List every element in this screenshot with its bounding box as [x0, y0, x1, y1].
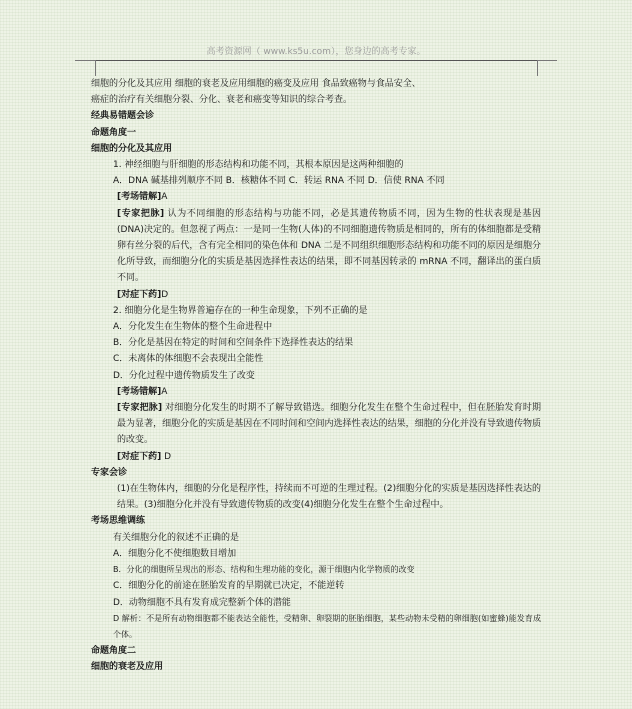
q2-error-label: [考场错解] [117, 386, 162, 397]
q2-option-a: A．分化发生在生物体的整个生命进程中 [113, 322, 273, 333]
angle-2-title: 命题角度二 [91, 646, 137, 657]
q1-remedy-answer: D [161, 289, 169, 300]
q1-error-label: [考场错解] [117, 192, 162, 203]
q1-remedy [91, 287, 541, 303]
exam-training-option-c: C．细胞分化的前途在胚胎发育的早期就已决定，不能逆转 [113, 581, 345, 592]
angle-1-title: 命题角度一 [91, 127, 137, 138]
q2-option-d: D．分化过程中遗传物质发生了改变 [113, 370, 255, 381]
document-body [91, 76, 541, 676]
q2-remedy-answer: D [164, 451, 172, 462]
q1-expert-label: [专家把脉] [117, 208, 165, 219]
q2-expert-text: 对细胞分化发生的时期不了解导致错选。细胞分化发生在整个生命过程中，但在胚胎发育时期最为显著，细胞分化的实质是基因在不同时间和空间内选择性表达的结果，细胞的分化并没有导致遗传物质的改变。 [117, 403, 541, 446]
crop-mark-right-vertical [537, 60, 538, 76]
crop-mark-left [75, 60, 95, 61]
page-header: 高考资源网（ www.ks5u.com），您身边的高考专家。 [206, 47, 426, 57]
q1-error-answer: A [161, 192, 168, 203]
exam-training-option-b: B．分化的细胞所呈现出的形态、结构和生理功能的变化，源于细胞内化学物质的改变 [113, 565, 415, 575]
exam-training-option-a: A．细胞分化不使细胞数目增加 [113, 548, 237, 559]
q2-expert-label: [专家把脉] [117, 403, 163, 414]
q1-expert-analysis [91, 206, 541, 287]
q1-options: A．DNA 碱基排列顺序不同 B．核糖体不同 C．转运 RNA 不同 D．信使 RNA 不同 [113, 176, 445, 187]
exam-training-stem: 有关细胞分化的叙述不正确的是 [113, 532, 240, 543]
crop-mark-right [537, 60, 557, 61]
intro-line-1: 细胞的分化及其应用 细胞的衰老及应用细胞的癌变及应用 食品致癌物与食品安全、 [91, 79, 421, 89]
expert-meeting-text: (1)在生物体内，细胞的分化是程序性，持续而不可逆的生理过程。(2)细胞分化的实质是基因选择性表达的结果。(3)细胞分化并没有导致遗传物质的改变(4)细胞分化发生在整个生命过程中。 [117, 484, 541, 511]
q2-remedy [91, 449, 541, 465]
q2-error-answer: A [161, 386, 168, 397]
q1-stem: 1. 神经细胞与肝细胞的形态结构和功能不同，其根本原因是这两种细胞的 [113, 160, 404, 171]
q2-remedy-label: [对症下药] [117, 451, 162, 462]
exam-training-title: 考场思维调练 [91, 516, 146, 527]
crop-mark-left-vertical [95, 60, 96, 76]
angle-1-topic: 细胞的分化及其应用 [91, 143, 173, 154]
q2-expert-analysis [91, 400, 541, 449]
angle-2-topic: 细胞的衰老及应用 [91, 662, 164, 673]
exam-training-analysis: D 解析：不是所有动物细胞都不能表达全能性，受精卵、卵裂期的胚胎细胞，某些动物未受精的卵细胞(如蜜蜂)能发育成个体。 [113, 613, 541, 639]
q1-remedy-label: [对症下药] [117, 289, 162, 300]
header-rule [95, 60, 537, 61]
q1-error [91, 189, 541, 205]
intro-line-2: 癌症的治疗有关细胞分裂、分化、衰老和癌变等知识的综合考查。 [91, 95, 353, 106]
q2-option-c: C．未离体的体细胞不会表现出全能性 [113, 354, 264, 365]
section-title: 经典易错题会诊 [91, 111, 155, 122]
q1-expert-text: 认为不同细胞的形态结构与功能不同，必是其遗传物质不同，因为生物的性状表现是基因(DNA)决定的。但忽视了两点：一是同一生物(人体)的不同细胞遗传物质是相同的，所有的体细胞都是受精卵有丝分裂的后代，含有完全相同的染色体和 DNA 二是不同组织细胞形态结构和功能不同的原因是细胞分化所导致，而细胞分化的实质是基因选择性表达的结果，即不同基因转录的 mRNA 不同，翻译出的蛋白质不同。 [117, 208, 541, 284]
expert-meeting-title: 专家会诊 [91, 467, 128, 478]
exam-training-option-d: D．动物细胞不具有发育成完整新个体的潜能 [113, 597, 291, 608]
q2-option-b: B．分化是基因在特定的时间和空间条件下选择性表达的结果 [113, 338, 354, 349]
q2-stem: 2. 细胞分化是生物界普遍存在的一种生命现象，下列不正确的是 [113, 305, 368, 316]
q2-error [91, 384, 541, 400]
